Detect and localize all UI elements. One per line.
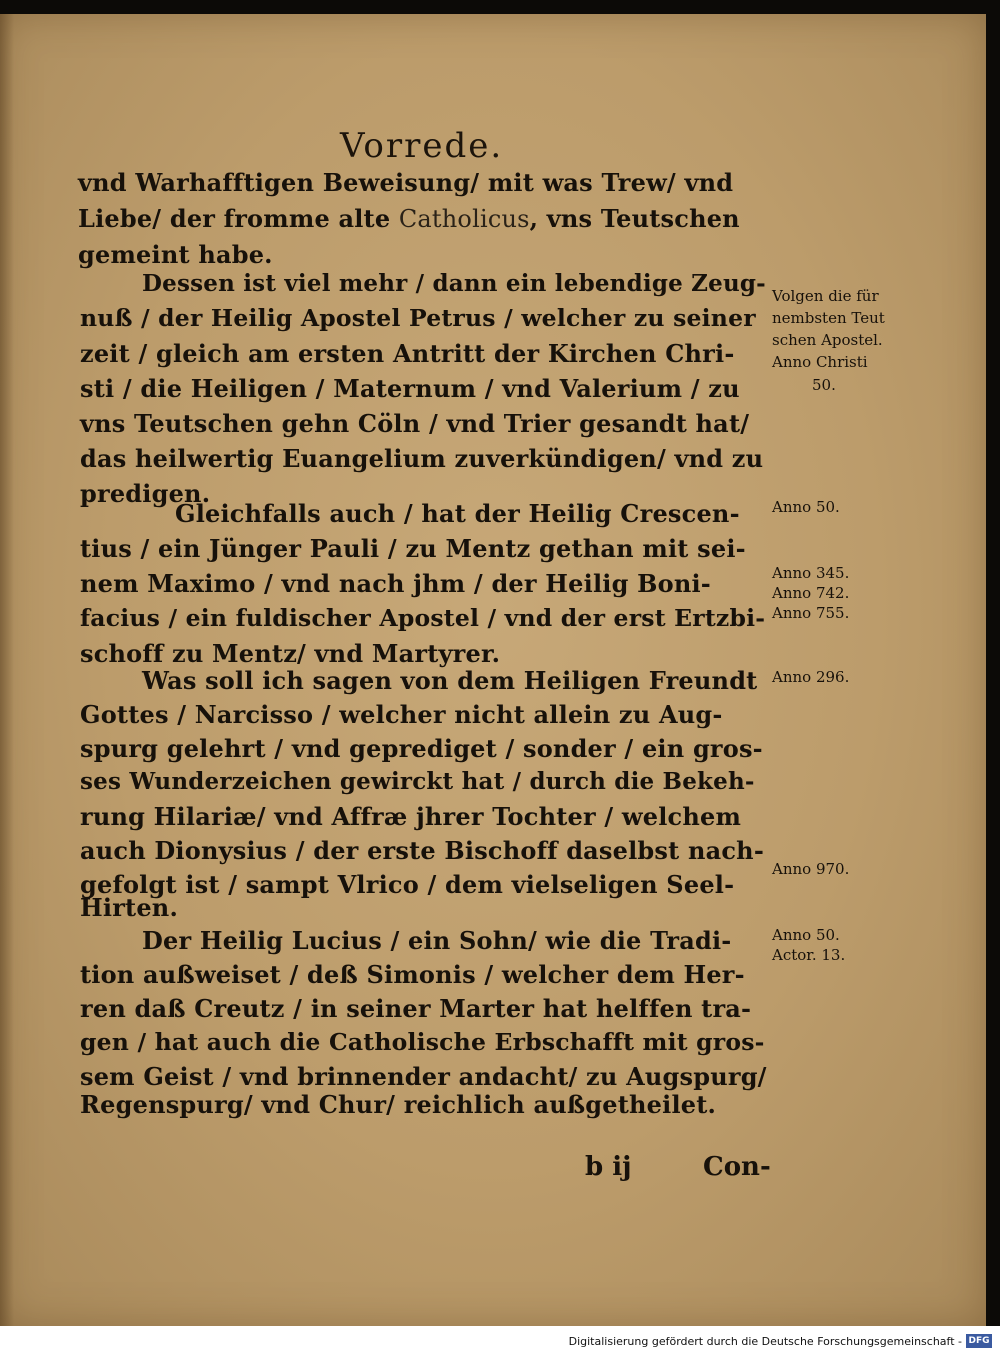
page-edge-shadow xyxy=(0,14,14,1326)
page-paper xyxy=(0,14,986,1326)
text-line: schoff zu Mentz/ vnd Martyrer. xyxy=(80,639,501,668)
margin-note: Actor. 13. xyxy=(772,946,846,964)
text-line: Hirten. xyxy=(80,893,178,922)
text-line: zeit / gleich am ersten Antritt der Kirchen Chri- xyxy=(80,339,735,368)
text-line: rung Hilariæ/ vnd Affræ jhrer Tochter / welchem xyxy=(80,802,742,831)
text-line: gen / hat auch die Catholische Erbschafft mit gros- xyxy=(80,1028,765,1056)
margin-note: Anno 742. xyxy=(772,584,850,602)
text-line: tius / ein Jünger Pauli / zu Mentz gethan mit sei- xyxy=(80,534,746,563)
text-line: Regenspurg/ vnd Chur/ reichlich außgetheilet. xyxy=(80,1090,717,1119)
text-line: gefolgt ist / sampt Vlrico / dem vielseligen Seel- xyxy=(80,870,735,899)
margin-note: Anno 50. xyxy=(772,498,840,516)
margin-note: Anno 345. xyxy=(772,564,850,582)
text-line-segment: Liebe/ der fromme alte xyxy=(78,204,399,233)
text-line: facius / ein fuldischer Apostel / vnd der erst Ertzbi- xyxy=(80,604,766,632)
margin-note: schen Apostel. xyxy=(772,331,883,349)
margin-note: Anno 296. xyxy=(772,668,850,686)
margin-note: Anno 970. xyxy=(772,860,850,878)
latin-term: Catholicus xyxy=(398,205,530,233)
text-line: gemeint habe. xyxy=(78,240,273,269)
margin-note: 50. xyxy=(812,376,836,394)
text-line: das heilwertig Euangelium zuverkündigen/ vnd zu xyxy=(80,444,764,473)
margin-note: Anno Christi xyxy=(772,353,868,371)
text-line: Gottes / Narcisso / welcher nicht allein zu Aug- xyxy=(80,700,723,729)
footer-credit: Digitalisierung gefördert durch die Deutsche Forschungsgemeinschaft - xyxy=(568,1335,962,1348)
text-line: predigen. xyxy=(80,479,211,508)
catchword: Con- xyxy=(703,1152,771,1182)
margin-note: Volgen die für xyxy=(772,287,879,305)
signature-mark: b ij xyxy=(585,1152,632,1182)
text-line: ren daß Creutz / in seiner Marter hat helffen tra- xyxy=(80,994,752,1023)
text-line: Gleichfalls auch / hat der Heilig Crescen- xyxy=(175,499,740,528)
text-line: tion außweiset / deß Simonis / welcher dem Her- xyxy=(80,960,745,989)
text-line: spurg gelehrt / vnd geprediget / sonder / ein gros- xyxy=(80,734,763,763)
dfg-logo: DFG xyxy=(966,1334,992,1348)
running-head: Vorrede. xyxy=(340,126,504,166)
margin-note: Anno 50. xyxy=(772,926,840,944)
margin-note: nembsten Teut xyxy=(772,309,885,327)
text-line-segment: , vns Teutschen xyxy=(529,204,740,233)
text-line: nuß / der Heilig Apostel Petrus / welcher zu seiner xyxy=(80,304,756,332)
text-line: vnd Warhafftigen Beweisung/ mit was Trew/ vnd xyxy=(78,168,734,197)
text-line: Der Heilig Lucius / ein Sohn/ wie die Tradi- xyxy=(142,926,732,955)
text-line xyxy=(78,204,740,233)
text-line: nem Maximo / vnd nach jhm / der Heilig Boni- xyxy=(80,569,711,598)
text-line: Was soll ich sagen von dem Heiligen Freundt xyxy=(142,666,758,695)
margin-note: Anno 755. xyxy=(772,604,850,622)
text-line: sem Geist / vnd brinnender andacht/ zu Augspurg/ xyxy=(80,1062,767,1091)
text-line: Dessen ist viel mehr / dann ein lebendige Zeug- xyxy=(142,270,766,297)
footer-bar xyxy=(0,1326,1000,1355)
text-line: ses Wunderzeichen gewirckt hat / durch die Bekeh- xyxy=(80,768,755,795)
text-line: auch Dionysius / der erste Bischoff daselbst nach- xyxy=(80,836,764,865)
text-line: sti / die Heiligen / Maternum / vnd Valerium / zu xyxy=(80,374,740,403)
text-line: vns Teutschen gehn Cöln / vnd Trier gesandt hat/ xyxy=(80,409,750,438)
